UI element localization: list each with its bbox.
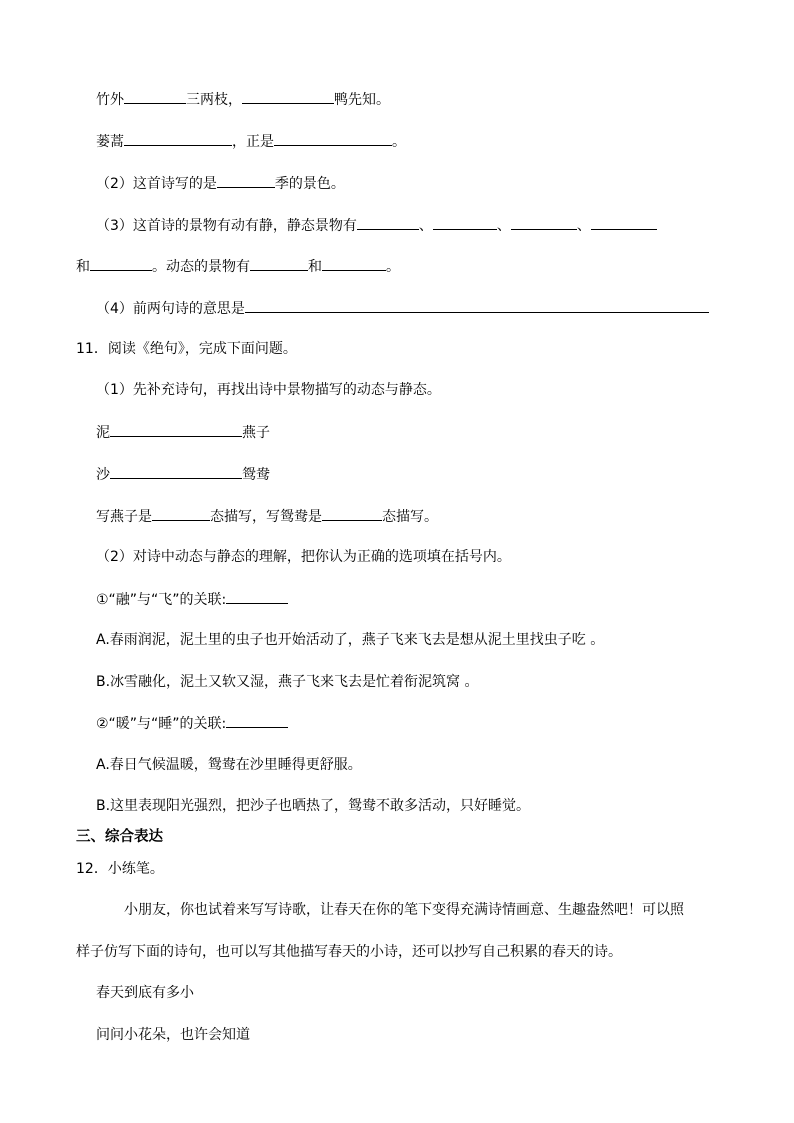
option-a: A.春雨润泥，泥土里的虫子也开始活动了，燕子飞来飞去是想从泥土里找虫子吃 。 [96, 632, 605, 648]
answer-blank[interactable] [90, 257, 152, 271]
text: 态描写。 [382, 509, 438, 525]
text: ②“暖”与“睡”的关联: [96, 716, 227, 732]
text: 鸳鸯 [242, 467, 270, 483]
text: 蒌蒿 [96, 134, 124, 150]
text: 竹外 [96, 92, 124, 108]
q11-qa [96, 590, 288, 609]
answer-blank[interactable] [322, 257, 386, 271]
text: 态描写，写鸳鸯是 [210, 509, 322, 525]
text: 、 [576, 218, 591, 234]
text: （3）这首诗的景物有动有静，静态景物有 [96, 218, 357, 234]
question-12-title: 12．小练笔。 [76, 861, 164, 877]
answer-blank[interactable] [591, 216, 657, 230]
text: ，正是 [232, 134, 274, 150]
answer-blank[interactable] [250, 257, 308, 271]
text: （4）前两句诗的意思是 [96, 301, 245, 317]
q11-sub2: （2）对诗中动态与静态的理解，把你认为正确的选项填在括号内。 [96, 549, 511, 565]
text: 三两枝， [186, 92, 242, 108]
poem-line-artemisia [96, 132, 406, 151]
text: 鸭先知。 [334, 92, 390, 108]
paragraph-line-2: 样子仿写下面的诗句，也可以写其他描写春天的小诗，还可以抄写自己积累的春天的诗。 [76, 944, 622, 960]
answer-blank[interactable] [274, 132, 392, 146]
paragraph-line-1: 小朋友，你也试着来写写诗歌，让春天在你的笔下变得充满诗情画意、生趣盎然吧！可以照 [124, 902, 684, 918]
text: 、 [496, 218, 511, 234]
answer-blank[interactable] [242, 90, 334, 104]
q11-sub1: （1）先补充诗句，再找出诗中景物描写的动态与静态。 [96, 382, 441, 398]
text: 。动态的景物有 [152, 259, 250, 275]
poem-line-mud [96, 423, 270, 442]
answer-blank[interactable] [110, 423, 242, 437]
poem-line: 春天到底有多小 [96, 985, 194, 1001]
q10-sub3-cont [76, 257, 400, 276]
text: （2）这首诗写的是 [96, 176, 217, 192]
answer-blank[interactable] [357, 216, 419, 230]
text: 。 [386, 259, 400, 275]
answer-blank[interactable] [433, 216, 497, 230]
poem-line: 问问小花朵，也许会知道 [96, 1027, 250, 1043]
text: 写燕子是 [96, 509, 152, 525]
text: 沙 [96, 467, 110, 483]
answer-blank[interactable] [110, 465, 242, 479]
option-b: B.冰雪融化，泥土又软又湿，燕子飞来飞去是忙着衔泥筑窝 。 [96, 674, 479, 690]
answer-blank[interactable] [245, 299, 709, 313]
option-b: B.这里表现阳光强烈，把沙子也晒热了，鸳鸯不敢多活动，只好睡觉。 [96, 798, 531, 814]
section-heading: 三、综合表达 [76, 829, 163, 845]
text: 、 [418, 218, 433, 234]
poem-line-sand [96, 465, 270, 484]
answer-blank[interactable] [226, 714, 288, 728]
text: 和 [76, 259, 90, 275]
answer-blank[interactable] [124, 132, 232, 146]
answer-blank[interactable] [217, 174, 275, 188]
text: 和 [308, 259, 322, 275]
text: 燕子 [242, 425, 270, 441]
q10-sub3 [96, 216, 657, 235]
answer-blank[interactable] [152, 507, 210, 521]
poem-line-bamboo [96, 90, 390, 109]
q10-sub4 [96, 299, 709, 318]
text: ①“融”与“飞”的关联: [96, 592, 227, 608]
answer-blank[interactable] [511, 216, 577, 230]
text: 季的景色。 [274, 176, 345, 192]
answer-blank[interactable] [226, 590, 288, 604]
q11-desc [96, 507, 438, 526]
text: 。 [392, 134, 406, 150]
question-11-title: 11．阅读《绝句》，完成下面问题。 [76, 341, 297, 357]
q10-sub2 [96, 174, 345, 193]
option-a: A.春日气候温暖，鸳鸯在沙里睡得更舒服。 [96, 757, 362, 773]
answer-blank[interactable] [124, 90, 186, 104]
q11-qb [96, 714, 288, 733]
answer-blank[interactable] [322, 507, 382, 521]
text: 泥 [96, 425, 110, 441]
